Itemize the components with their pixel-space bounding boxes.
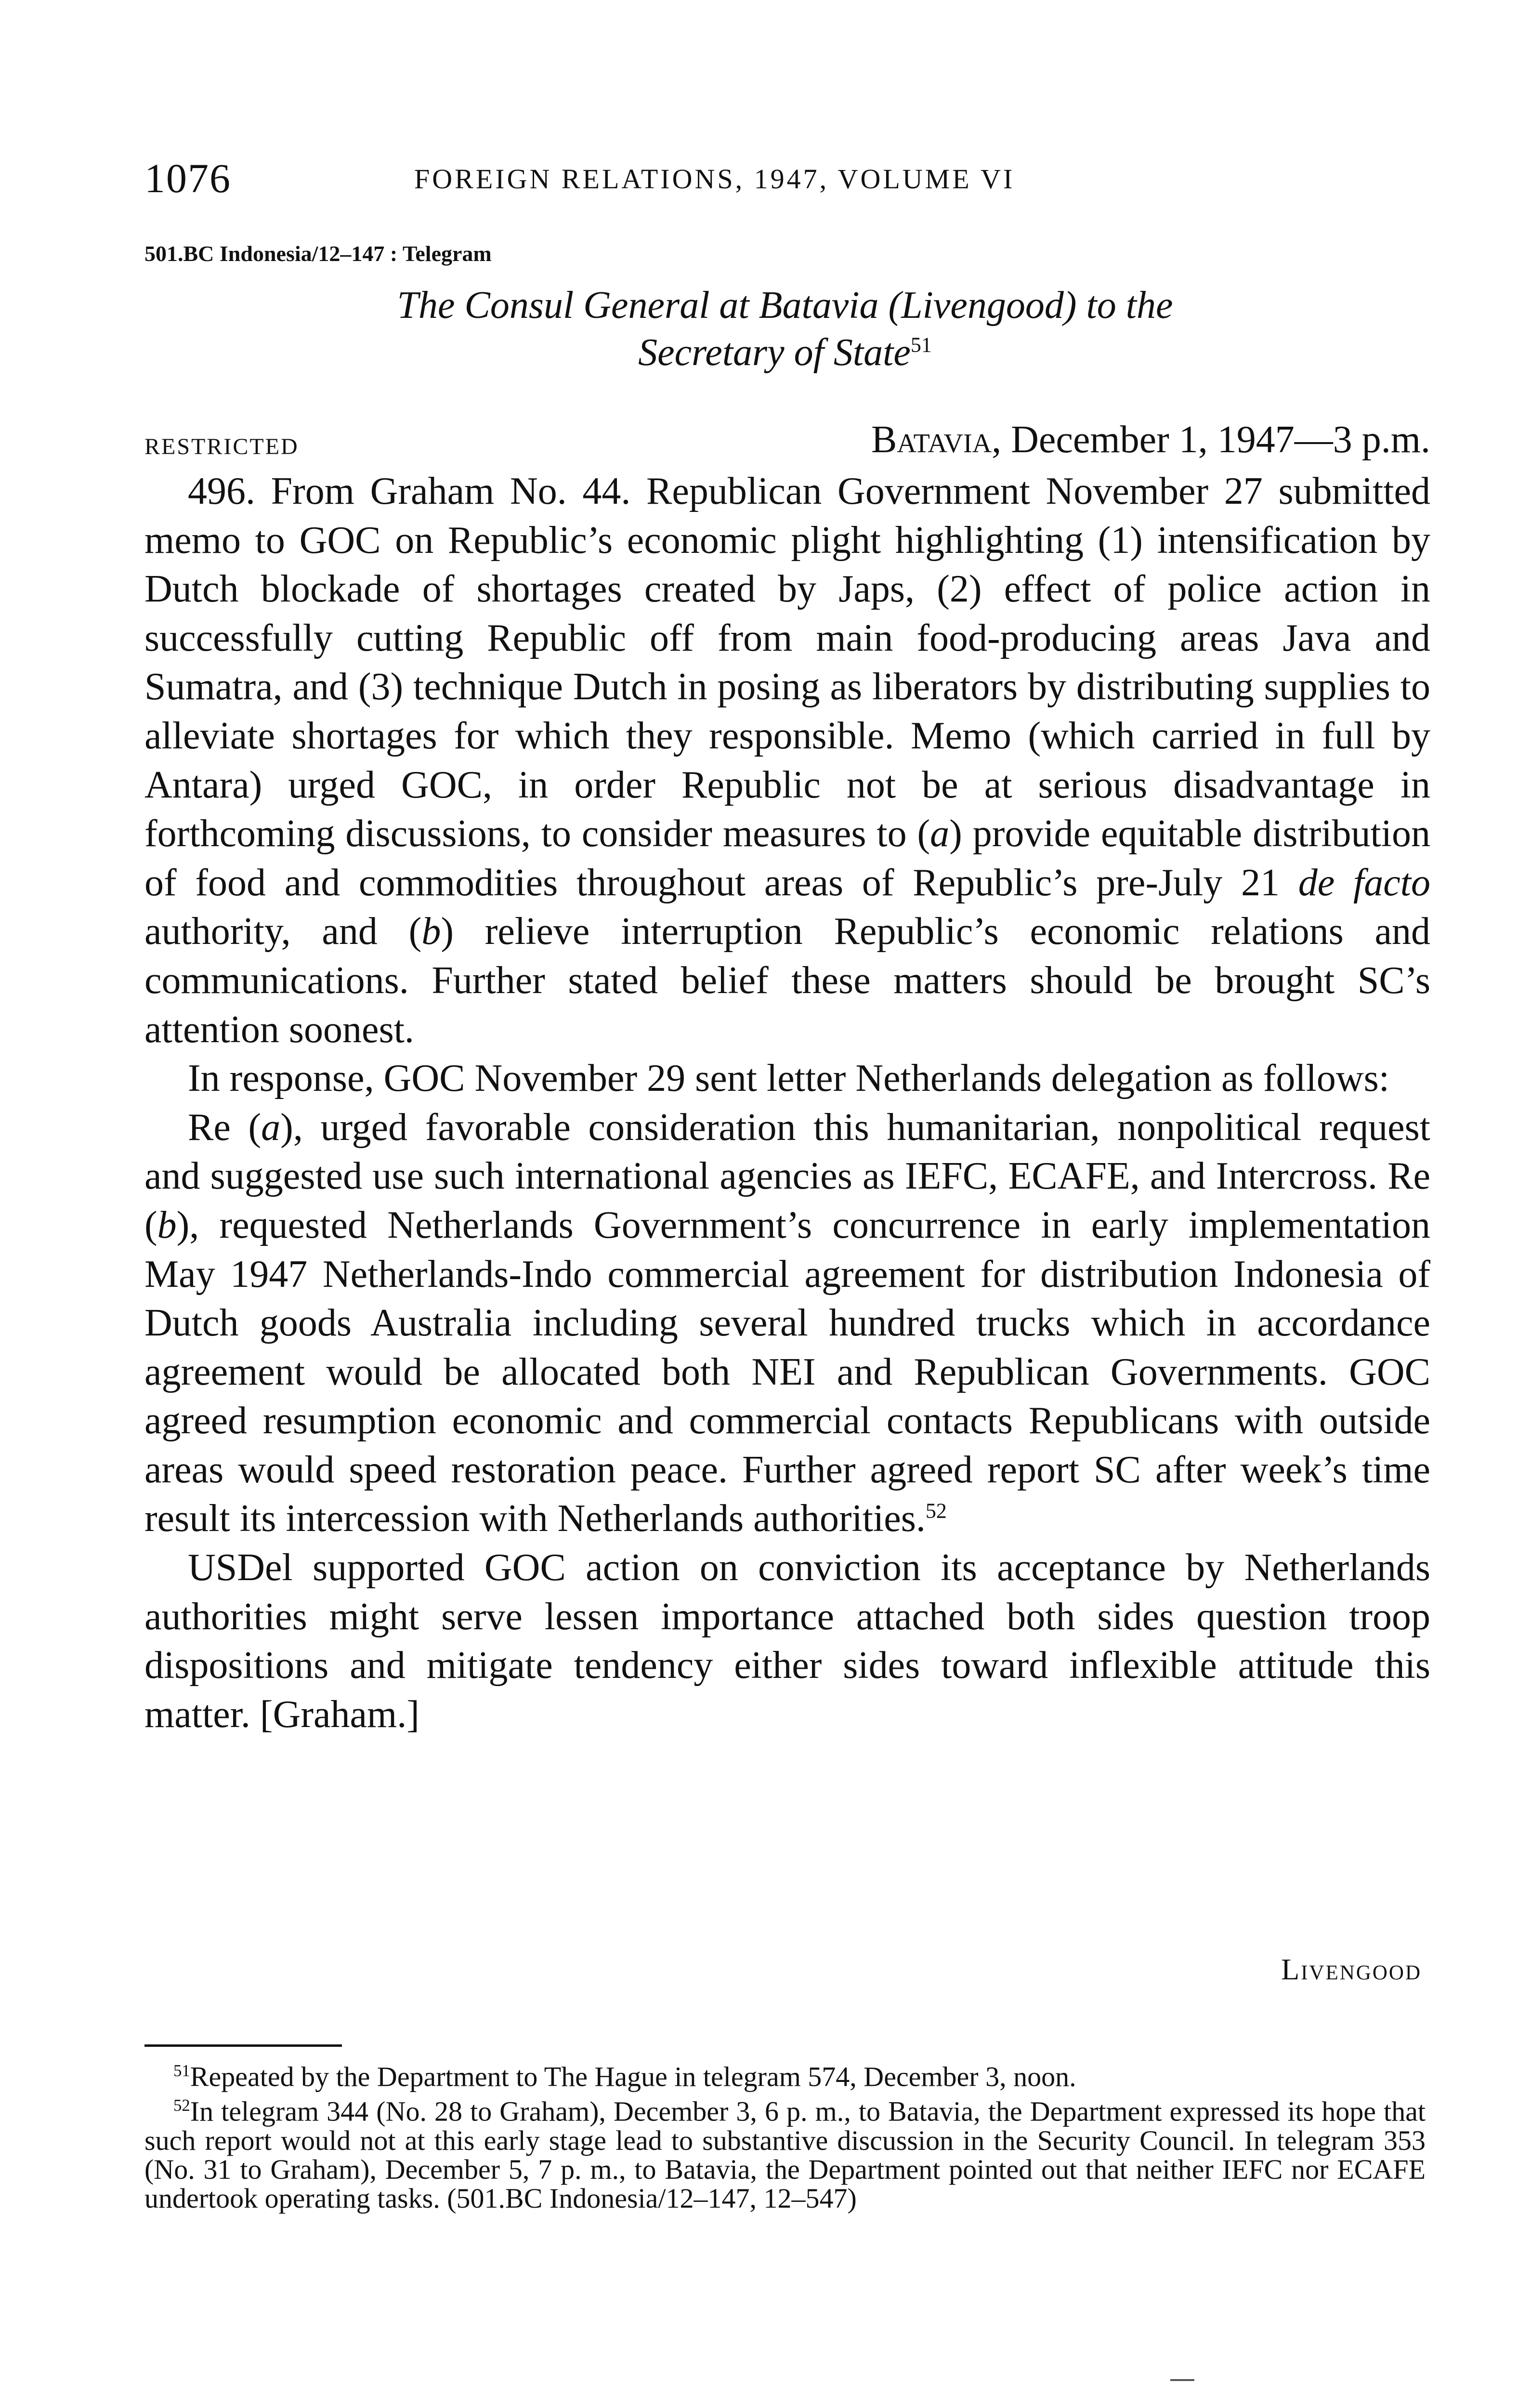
document-title-text: Secretary of State [638, 331, 911, 374]
paragraph-3 [144, 1103, 1430, 1544]
p1-text-c: authority, and ( [144, 910, 422, 953]
dateline [871, 418, 1430, 462]
paragraph-1 [144, 467, 1430, 1054]
paragraph-4: USDel supported GOC action on conviction its acceptance by Netherlands authorities might serve lessen importance attached both sides question troop dispositions and mitigate tendency either sides toward inflexible attitude this matter. [Graham.] [144, 1546, 1430, 1736]
document-title-line-2 [144, 329, 1426, 376]
footnotes [144, 2056, 1426, 2213]
p3-item-a: a [261, 1106, 281, 1149]
p3-text-b: ), urged favorable consideration this humanitarian, nonpolitical request and suggested use such international agencies as IEFC, ECAFE, and Intercross. Re ( [144, 1106, 1430, 1246]
p3-item-b: b [157, 1204, 177, 1246]
p1-item-b: b [421, 910, 441, 953]
signature: Livengood [1281, 1953, 1422, 1986]
p1-text-d: ) relieve interruption Republic’s economic relations and communications. Further stated belief these matters should be brought SC’s attention soonest. [144, 910, 1430, 1051]
p3-text-a: Re ( [188, 1106, 262, 1149]
running-title: FOREIGN RELATIONS, 1947, VOLUME VI [414, 163, 1015, 195]
footnote-51-text: Repeated by the Department to The Hague in telegram 574, December 3, noon. [190, 2061, 1076, 2093]
dateline-place: Batavia [871, 419, 992, 461]
dateline-date: , December 1, 1947—3 p.m. [992, 419, 1430, 461]
footnote-52 [144, 2091, 1426, 2212]
file-reference: 501.BC Indonesia/12–147 : Telegram [144, 241, 492, 266]
footnote-51 [144, 2056, 1426, 2091]
footnote-ref-52[interactable]: 52 [925, 1499, 947, 1523]
document-title-line-1: The Consul General at Batavia (Livengood) to the [397, 284, 1173, 327]
p1-de-facto: de facto [1298, 861, 1431, 904]
p1-text-a: 496. From Graham No. 44. Republican Government November 27 submitted memo to GOC on Republic’s economic plight highlighting (1) intensification by Dutch blockade of shortages created by Japs, (2) effect of police action in successfully cutting Republic off from main food-producing areas Java and Sumatra, and (3) technique Dutch in posing as liberators by distributing supplies to alleviate shortages for which they responsible. Memo (which carried in full by Antara) urged GOC, in order Republic not be at serious disadvantage in forthcoming discussions, to consider measures to ( [144, 470, 1430, 855]
footnote-ref-51[interactable]: 51 [910, 333, 932, 357]
p1-item-a: a [930, 812, 950, 855]
p3-text-c: ), requested Netherlands Government’s concurrence in early implementation May 1947 Netherlands-Indo commercial agreement for distribution Indonesia of Dutch goods Australia including several hundred trucks which in accordance agreement would be allocated both NEI and Republican Governments. GOC agreed resumption economic and commercial contacts Republicans with outside areas would speed restoration peace. Further agreed report SC after week’s time result its intercession with Netherlands authorities. [144, 1204, 1430, 1540]
footnote-52-marker: 52 [173, 2096, 190, 2115]
page-number: 1076 [144, 155, 231, 201]
footnote-52-text: In telegram 344 (No. 28 to Graham), December 3, 6 p. m., to Batavia, the Department expressed its hope that such report would not at this early stage lead to substantive discussion in the Security Council. In telegram 353 (No. 31 to Graham), December 5, 7 p. m., to Batavia, the Department pointed out that neither IEFC nor ECAFE undertook operating tasks. (501.BC Indonesia/12–147, 12–547) [144, 2095, 1426, 2214]
footnote-divider [144, 2044, 342, 2047]
telegram-body [144, 467, 1430, 1739]
stray-mark [1170, 2379, 1194, 2381]
paragraph-2: In response, GOC November 29 sent letter Netherlands delegation as follows: [188, 1057, 1389, 1100]
p1-text-b: ) provide equitable distribution of food and commodities throughout areas of Republic’s pre-July 21 [144, 812, 1430, 904]
footnote-51-marker: 51 [173, 2061, 190, 2080]
classification-label: RESTRICTED [144, 434, 299, 459]
